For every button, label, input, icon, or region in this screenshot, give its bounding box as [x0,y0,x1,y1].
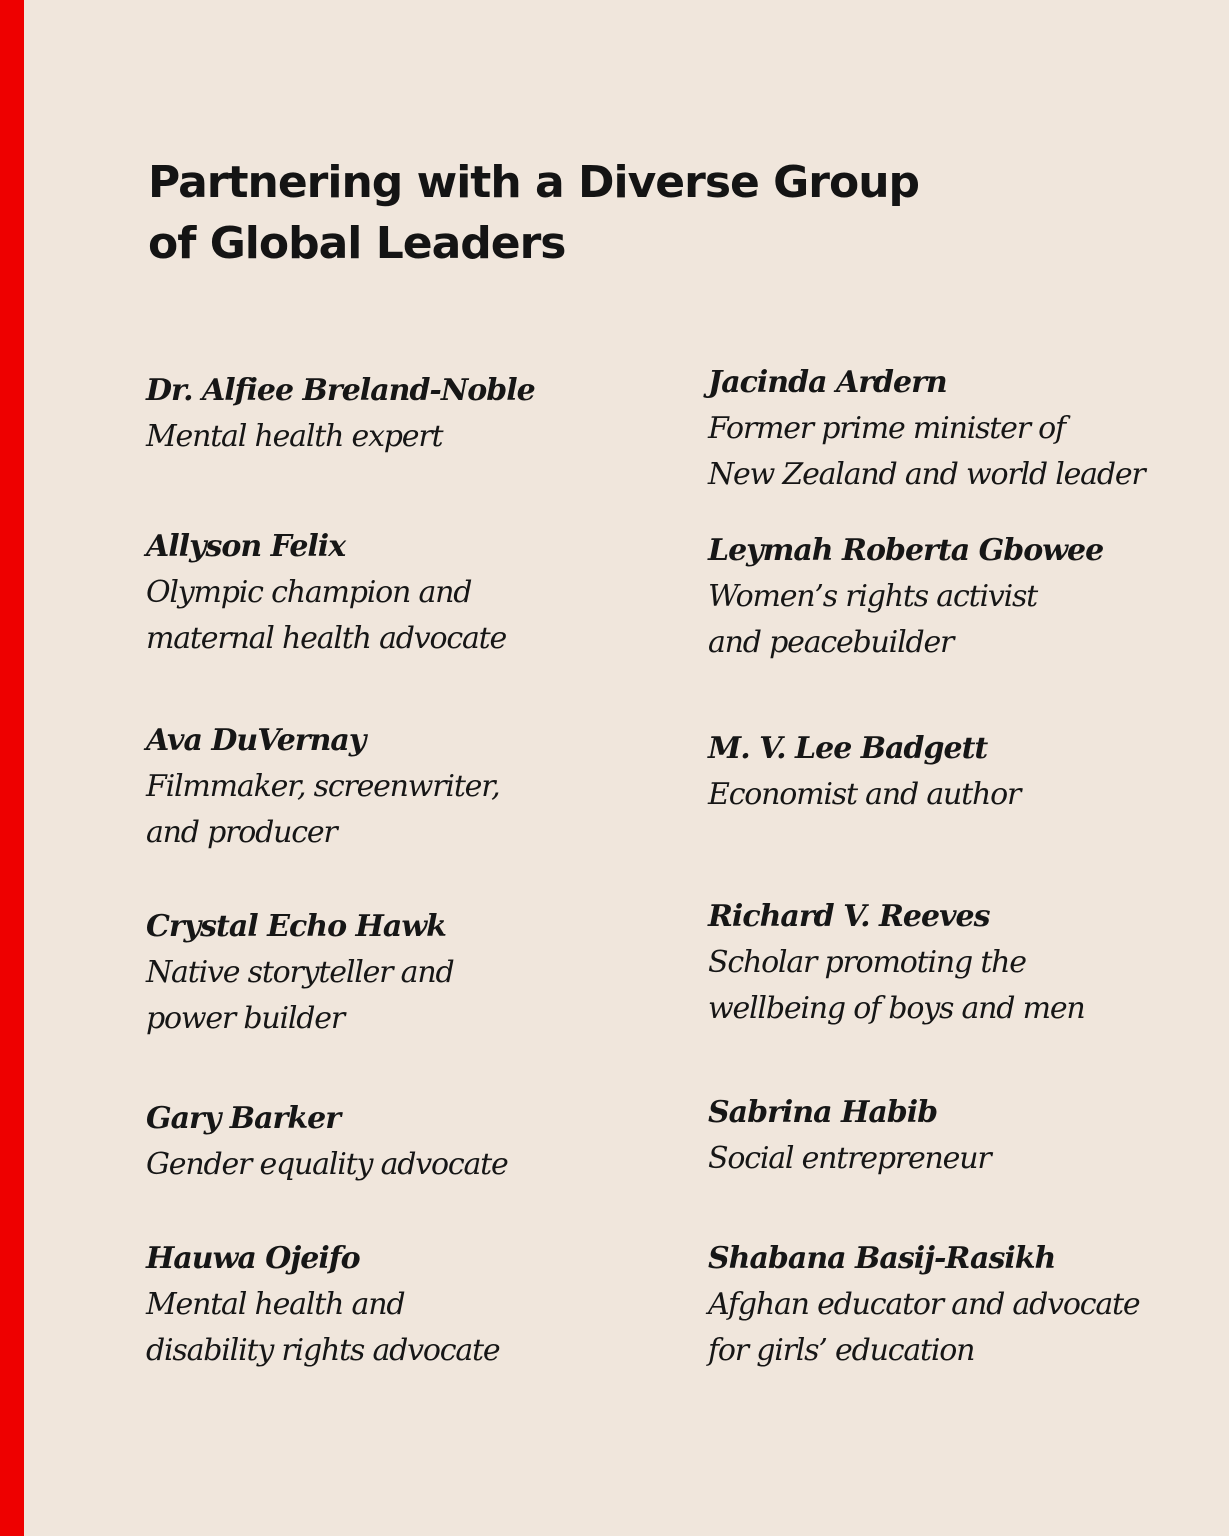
leader-name: Jacinda Ardern [708,365,947,400]
leader-role-line: maternal health advocate [146,621,507,656]
title-line-2: of Global Leaders [148,218,566,269]
leader-role-line: Scholar promoting the [708,945,1026,980]
leader-role-line: for girls’ education [708,1333,975,1368]
leader-role-line: Social entrepreneur [708,1141,991,1176]
leader-name: Richard V. Reeves [708,899,990,934]
leader-role-line: wellbeing of boys and men [708,991,1085,1026]
leader-entry-gary-barker [146,1096,508,1188]
page-title [148,152,1048,274]
leader-role-line: power builder [146,1001,344,1036]
leader-role-line: Afghan educator and advocate [708,1287,1140,1322]
leader-name: Hauwa Ojeifo [146,1241,360,1276]
leader-entry-ava-duvernay [146,718,499,856]
leader-entry-sabrina-habib [708,1090,991,1182]
leader-name: Gary Barker [146,1101,341,1136]
leader-name: Allyson Felix [146,529,346,564]
leader-name: Leymah Roberta Gbowee [708,533,1104,568]
leader-entry-leymah-roberta-gbowee [708,528,1103,666]
leader-entry-allyson-felix [146,524,506,662]
leader-entry-alfiee-breland-noble [146,368,535,460]
leader-name: Crystal Echo Hawk [146,909,446,944]
leader-role-line: Mental health expert [146,419,443,454]
leader-role-line: Gender equality advocate [146,1147,508,1182]
leader-role-line: Native storyteller and [146,955,454,990]
leader-entry-shabana-basij-rasikh [708,1236,1139,1374]
leader-name: Sabrina Habib [708,1095,938,1130]
leader-entry-richard-v-reeves [708,894,1085,1032]
leader-name: Shabana Basij-Rasikh [708,1241,1056,1276]
leader-role-line: Mental health and [146,1287,405,1322]
leader-name: Ava DuVernay [146,723,366,758]
leader-role-line: and producer [146,815,337,850]
leader-role-line: Economist and author [708,777,1021,812]
leader-entry-mv-lee-badgett [708,726,1020,818]
leader-role-line: disability rights advocate [146,1333,500,1368]
leader-role-line: Olympic champion and [146,575,472,610]
leader-role-line: Former prime minister of [708,411,1065,446]
leader-entry-hauwa-ojeifo [146,1236,499,1374]
leader-name: M. V. Lee Badgett [708,731,988,766]
leader-name: Dr. Alfiee Breland-Noble [146,373,535,408]
leader-entry-jacinda-ardern [708,360,1145,498]
leader-role-line: Women’s rights activist [708,579,1038,614]
leader-role-line: and peacebuilder [708,625,954,660]
leader-role-line: New Zealand and world leader [708,457,1145,492]
leader-role-line: Filmmaker, screenwriter, [146,769,500,804]
title-line-1: Partnering with a Diverse Group [148,157,920,208]
red-accent-bar [0,0,24,1536]
leader-entry-crystal-echo-hawk [146,904,453,1042]
